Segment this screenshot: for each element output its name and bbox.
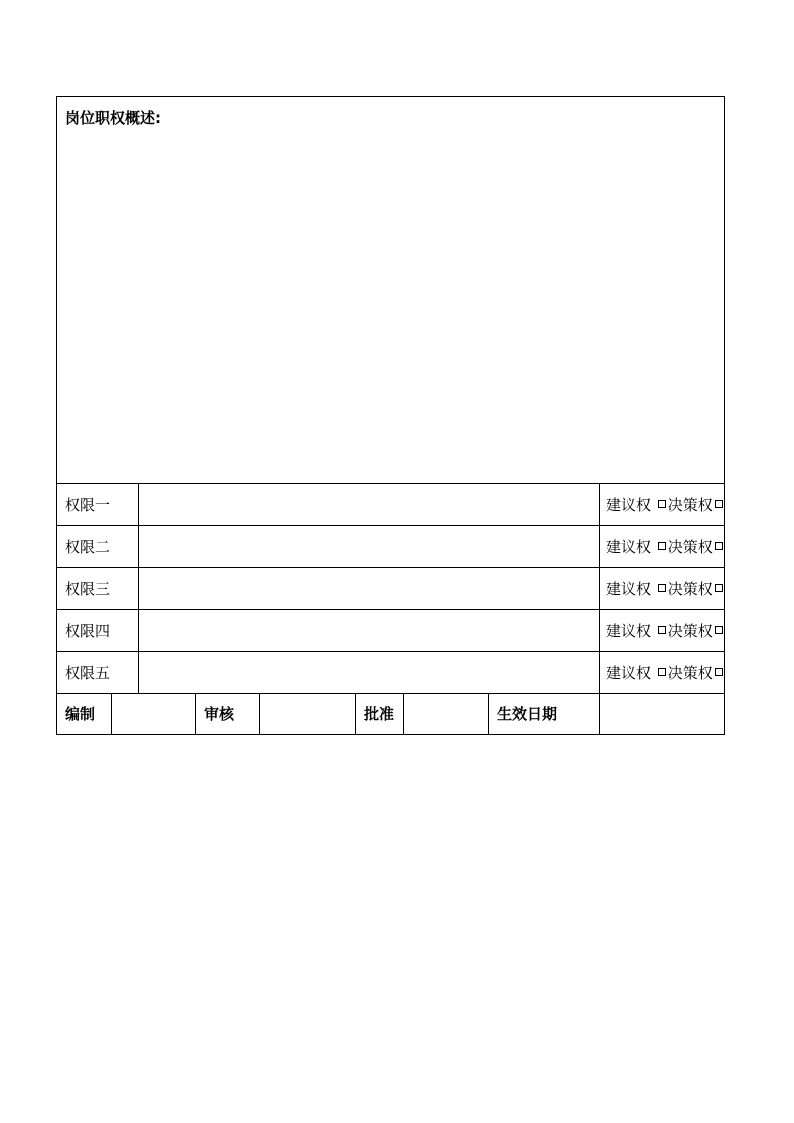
authority-content[interactable] (139, 568, 600, 610)
authority-row-4 (57, 610, 725, 652)
suggestion-checkbox[interactable] (658, 668, 666, 676)
decision-checkbox[interactable] (715, 668, 723, 676)
authority-label: 权限二 (57, 526, 139, 568)
authority-label: 权限四 (57, 610, 139, 652)
decision-right-label: 决策权 (667, 537, 713, 556)
summary-label: 岗位职权概述: (65, 109, 161, 127)
decision-checkbox[interactable] (715, 542, 723, 550)
summary-row (57, 97, 725, 484)
authority-label: 权限五 (57, 652, 139, 694)
summary-cell[interactable] (57, 97, 725, 484)
authority-label: 权限三 (57, 568, 139, 610)
authority-options (600, 610, 725, 652)
decision-checkbox[interactable] (715, 626, 723, 634)
authority-content[interactable] (139, 484, 600, 526)
suggestion-right-label: 建议权 (606, 579, 652, 598)
authority-content[interactable] (139, 652, 600, 694)
suggestion-checkbox[interactable] (658, 542, 666, 550)
compile-field[interactable] (112, 694, 196, 735)
effective-date-label: 生效日期 (489, 694, 600, 735)
authority-content[interactable] (139, 526, 600, 568)
suggestion-checkbox[interactable] (658, 584, 666, 592)
decision-right-label: 决策权 (667, 663, 713, 682)
decision-checkbox[interactable] (715, 584, 723, 592)
authority-options (600, 526, 725, 568)
authority-row-1 (57, 484, 725, 526)
compile-label: 编制 (57, 694, 112, 735)
decision-checkbox[interactable] (715, 500, 723, 508)
review-field[interactable] (260, 694, 356, 735)
suggestion-right-label: 建议权 (606, 663, 652, 682)
authority-row-5 (57, 652, 725, 694)
authority-row-2 (57, 526, 725, 568)
decision-right-label: 决策权 (667, 579, 713, 598)
authority-label: 权限一 (57, 484, 139, 526)
authority-options (600, 568, 725, 610)
effective-date-field[interactable] (600, 694, 725, 735)
suggestion-checkbox[interactable] (658, 500, 666, 508)
authority-row-3 (57, 568, 725, 610)
suggestion-checkbox[interactable] (658, 626, 666, 634)
decision-right-label: 决策权 (667, 495, 713, 514)
authority-table (56, 96, 725, 735)
suggestion-right-label: 建议权 (606, 621, 652, 640)
suggestion-right-label: 建议权 (606, 537, 652, 556)
authority-content[interactable] (139, 610, 600, 652)
approve-field[interactable] (404, 694, 489, 735)
signoff-row (57, 694, 725, 735)
suggestion-right-label: 建议权 (606, 495, 652, 514)
authority-options (600, 484, 725, 526)
approve-label: 批准 (356, 694, 404, 735)
job-authority-form (56, 96, 724, 735)
review-label: 审核 (196, 694, 260, 735)
decision-right-label: 决策权 (667, 621, 713, 640)
authority-options (600, 652, 725, 694)
